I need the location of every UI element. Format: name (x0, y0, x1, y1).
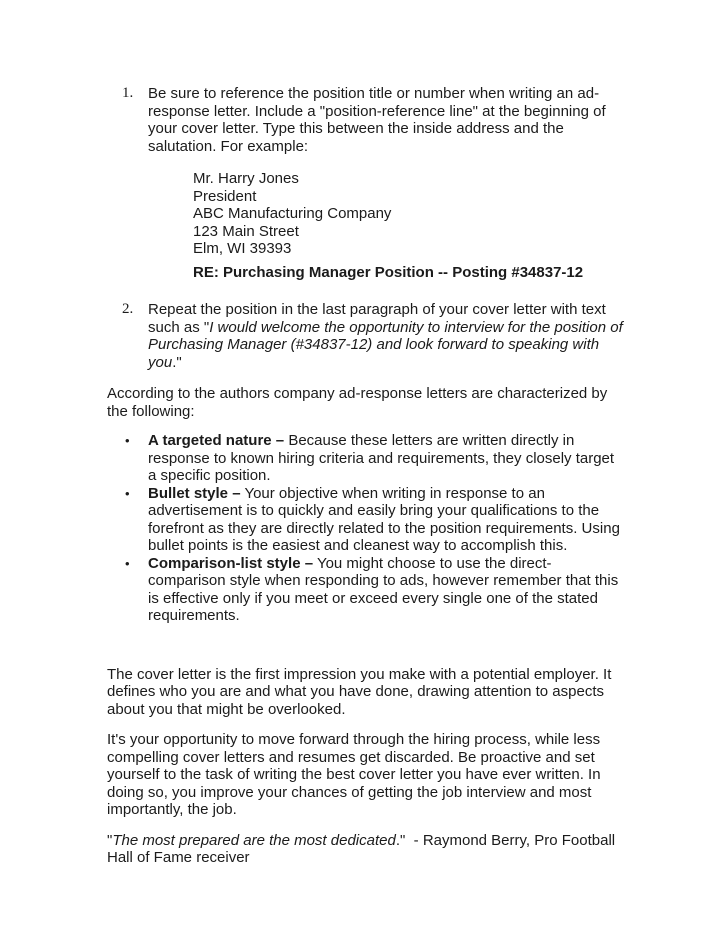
address-block (193, 170, 623, 281)
address-line-title: President (193, 187, 257, 205)
bullet-2-lead: Bullet style – (148, 484, 241, 502)
quote-paragraph (107, 832, 623, 867)
bullet-3-lead: Comparison-list style – (148, 554, 314, 572)
list-number-1: 1. (122, 85, 134, 101)
bullet-1-text: Because these letters are written directly in response to known hiring criteria and requirements, they closely target a specific position. (148, 432, 615, 484)
numbered-item-2-text (148, 301, 623, 371)
intro-paragraph: According to the authors company ad-response letters are characterized by the following: (107, 385, 608, 420)
numbered-item-1-text: Be sure to reference the position title or number when writing an ad-response letter. Include a "position-reference line" at the beginning of your cover letter. Type this between the inside address and the salutation. For example: (148, 85, 606, 155)
bullet-item-bullet-style (107, 485, 623, 555)
bullet-list (107, 432, 623, 625)
bullet-icon: • (125, 555, 130, 571)
quote-attribution: ." - Raymond Berry, Pro Football Hall of Fame receiver (107, 831, 620, 866)
address-line-city: Elm, WI 39393 (193, 240, 292, 257)
address-line-street: 123 Main Street (193, 222, 299, 240)
numbered-item-2 (107, 301, 623, 371)
quote-italic-text: The most prepared are the most dedicated (112, 831, 396, 849)
item-2-suffix: ." (172, 353, 182, 371)
address-line-company: ABC Manufacturing Company (193, 205, 392, 222)
re-reference-line: RE: Purchasing Manager Position -- Posting #34837-12 (193, 263, 584, 281)
item-2-quote-italic: I would welcome the opportunity to interview for the position of Purchasing Manager (#34837-12) and look forward to speaking with you (148, 318, 623, 371)
bullet-item-comparison-list (107, 555, 623, 625)
list-number-2: 2. (122, 301, 134, 317)
bullet-3-text: You might choose to use the direct-comparison style when responding to ads, however remember that this is effective only if you meet or exceed every single one of the stated requirements. (148, 554, 619, 624)
bullet-2-text: Your objective when writing in response to an advertisement is to quickly and easily bring your qualifications to the forefront as they are directly related to the position requirements. Using bullet points is the easiest and cleanest way to accomplish this. (148, 484, 620, 554)
body-paragraph-first-impression: The cover letter is the first impression you make with a potential employer. It defines who you are and what you have done, drawing attention to aspects about you that might be overlooked. (107, 665, 612, 718)
numbered-item-1 (107, 85, 623, 155)
bullet-item-targeted-nature (107, 432, 623, 485)
bullet-1-lead: A targeted nature – (148, 432, 285, 449)
quote-open: " (107, 831, 113, 849)
item-2-prefix: Repeat the position in the last paragraph of your cover letter with text such as " (148, 301, 606, 336)
body-paragraph-opportunity: It's your opportunity to move forward through the hiring process, while less compelling cover letters and resumes get discarded. Be proactive and set yourself to the task of writing the best cover letter you have ever written. In doing so, you improve your chances of getting the job interview and most importantly, the job. (107, 731, 601, 818)
bullet-icon: • (125, 433, 130, 448)
address-line-name: Mr. Harry Jones (193, 170, 299, 187)
bullet-icon: • (125, 485, 130, 501)
